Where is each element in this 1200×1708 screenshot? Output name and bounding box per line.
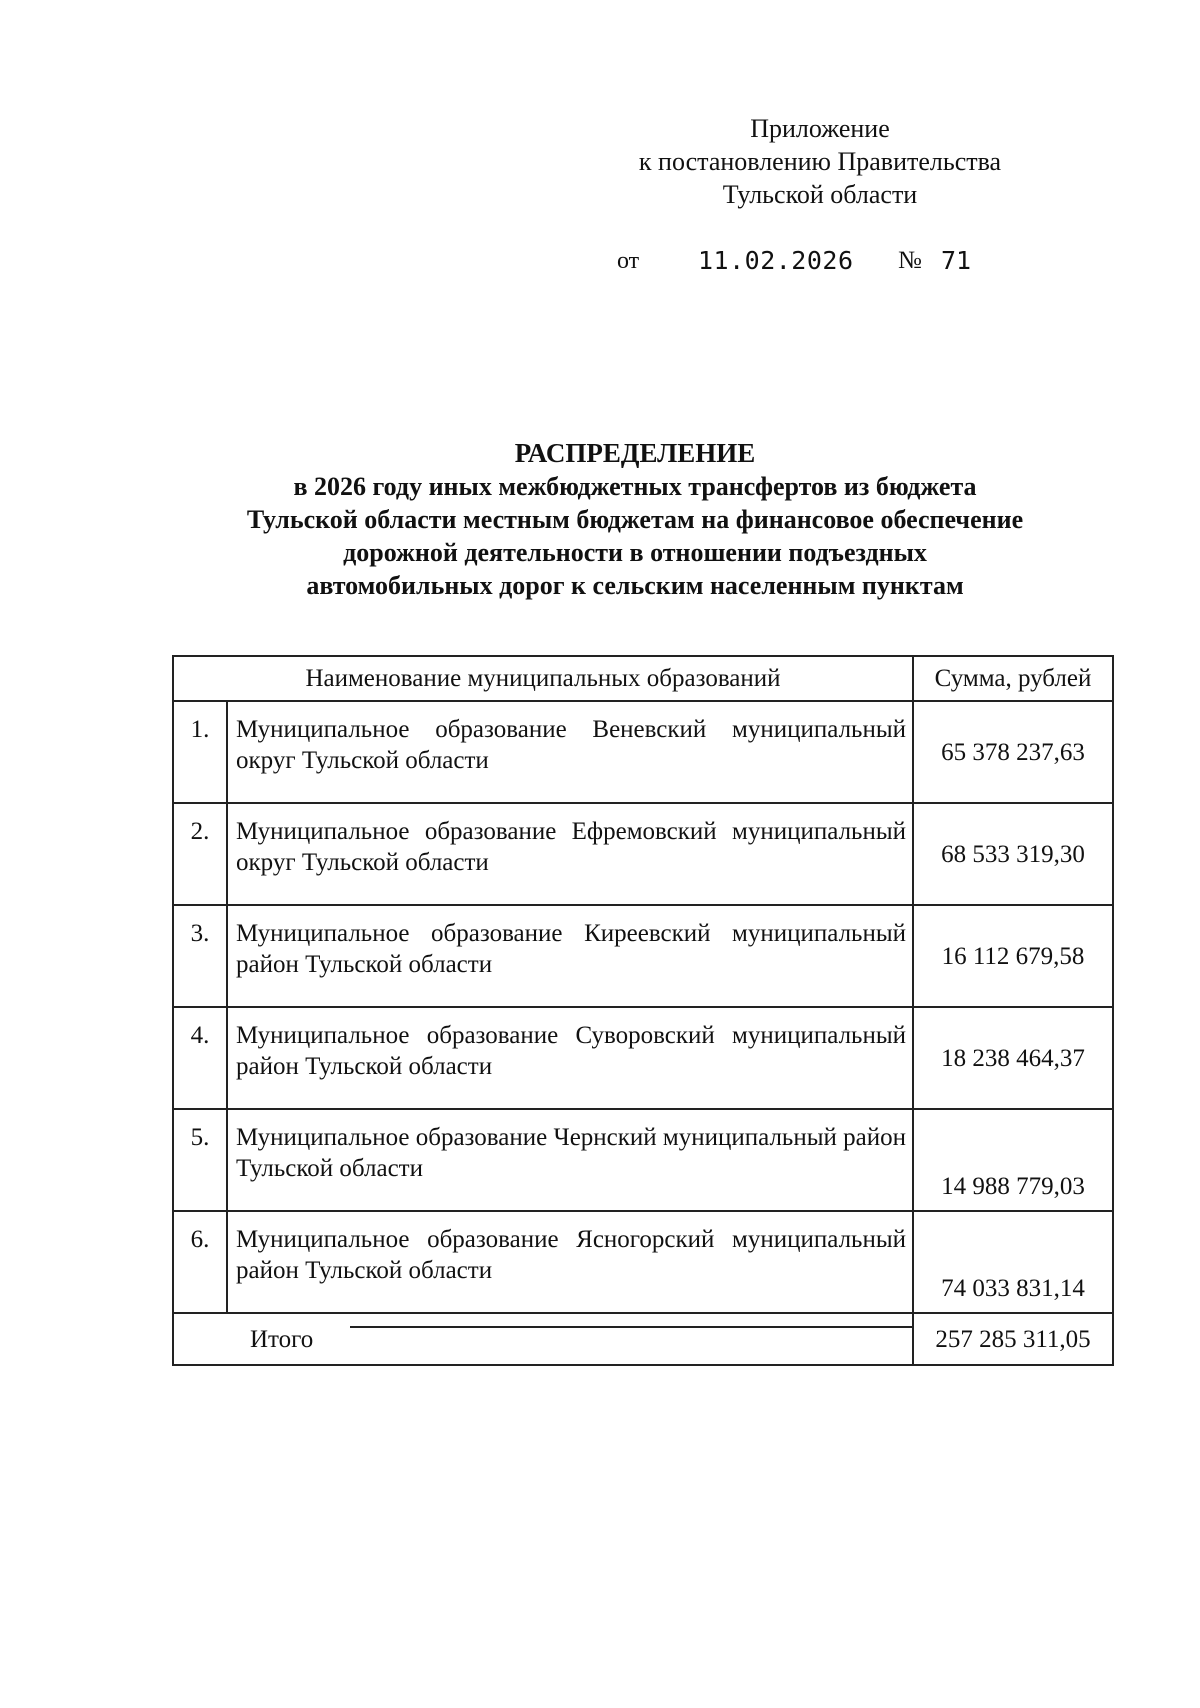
table-header-row <box>173 656 1113 701</box>
amount-value: 16 112 679,58 <box>913 905 1113 1007</box>
total-amount: 257 285 311,05 <box>913 1313 1113 1365</box>
amount-value: 14 988 779,03 <box>913 1109 1113 1211</box>
title-line: в 2026 году иных межбюджетных трансфертов из бюджета <box>293 472 977 501</box>
document-title <box>150 437 1120 602</box>
table-row <box>173 1007 1113 1109</box>
table-row <box>173 701 1113 803</box>
appendix-title: Приложение <box>750 114 890 143</box>
municipality-name: Муниципальное образование Суворовский муниципальный район Тульской области <box>227 1007 913 1109</box>
title-main: РАСПРЕДЕЛЕНИЕ <box>514 438 756 468</box>
municipality-name: Муниципальное образование Ефремовский муниципальный округ Тульской области <box>227 803 913 905</box>
appendix-region: Тульской области <box>722 180 918 209</box>
column-header-amount: Сумма, рублей <box>913 656 1113 701</box>
table-row <box>173 1211 1113 1313</box>
amount-value: 74 033 831,14 <box>913 1211 1113 1313</box>
document-date: 11.02.2026 <box>698 246 854 275</box>
row-number: 3. <box>173 905 227 1007</box>
total-row <box>173 1313 1113 1365</box>
appendix-reference: к постановлению Правительства <box>638 147 1002 176</box>
title-line: Тульской области местным бюджетам на финансовое обеспечение <box>246 505 1024 534</box>
end-divider <box>350 1326 913 1328</box>
amount-value: 68 533 319,30 <box>913 803 1113 905</box>
row-number: 6. <box>173 1211 227 1313</box>
amount-value: 65 378 237,63 <box>913 701 1113 803</box>
distribution-table <box>172 655 1114 1366</box>
from-label: от <box>617 248 640 274</box>
table-row <box>173 1109 1113 1211</box>
municipality-name: Муниципальное образование Веневский муниципальный округ Тульской области <box>227 701 913 803</box>
table-row <box>173 905 1113 1007</box>
title-line: автомобильных дорог к сельским населенным пунктам <box>306 571 964 600</box>
table-row <box>173 803 1113 905</box>
document-number: 71 <box>941 246 972 275</box>
amount-value: 18 238 464,37 <box>913 1007 1113 1109</box>
municipality-name: Муниципальное образование Ясногорский муниципальный район Тульской области <box>227 1211 913 1313</box>
title-line: дорожной деятельности в отношении подъездных <box>343 538 927 567</box>
municipality-name: Муниципальное образование Киреевский муниципальный район Тульской области <box>227 905 913 1007</box>
row-number: 1. <box>173 701 227 803</box>
appendix-block <box>590 112 1050 211</box>
row-number: 5. <box>173 1109 227 1211</box>
row-number: 4. <box>173 1007 227 1109</box>
municipality-name: Муниципальное образование Чернский муниципальный район Тульской области <box>227 1109 913 1211</box>
column-header-name: Наименование муниципальных образований <box>173 656 913 701</box>
total-label: Итого <box>173 1313 913 1365</box>
row-number: 2. <box>173 803 227 905</box>
number-label: № <box>898 247 922 274</box>
